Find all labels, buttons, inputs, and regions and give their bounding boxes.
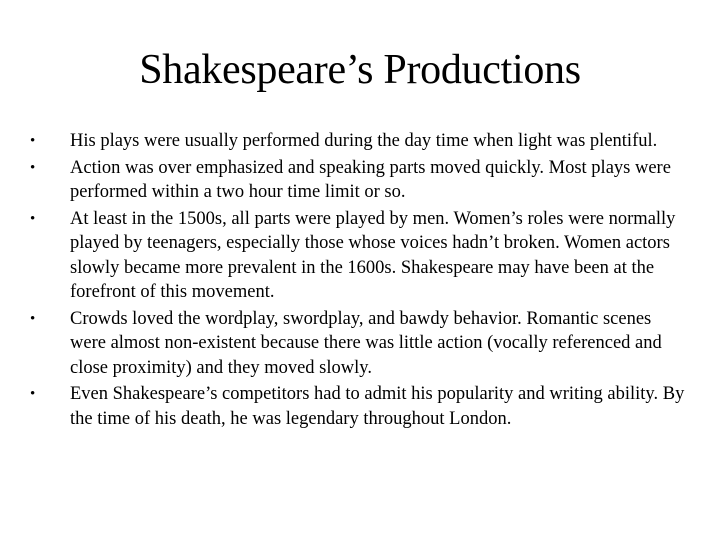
bullet-text: Action was over emphasized and speaking parts moved quickly. Most plays were performed within a two hour time limit or so. bbox=[70, 157, 671, 202]
bullet-icon: • bbox=[30, 310, 36, 327]
bullet-icon: • bbox=[30, 159, 36, 176]
bullet-text: His plays were usually performed during the day time when light was plentiful. bbox=[70, 131, 658, 151]
list-item bbox=[30, 307, 690, 381]
list-item bbox=[30, 207, 690, 305]
list-item bbox=[30, 156, 690, 205]
list-item bbox=[30, 382, 690, 431]
bullet-list bbox=[30, 129, 690, 433]
bullet-icon: • bbox=[30, 133, 36, 149]
bullet-icon: • bbox=[30, 386, 36, 402]
list-item bbox=[30, 129, 690, 154]
bullet-text: At least in the 1500s, all parts were played by men. Women’s roles were normally played by teenagers, especially those whose voices hadn’t broken. Women actors slowly became more prevalent in the 1600s. Shakespeare may have been at the forefront of this movement. bbox=[70, 208, 676, 302]
bullet-icon: • bbox=[30, 210, 36, 227]
bullet-text: Even Shakespeare’s competitors had to admit his popularity and writing ability. By the time of his death, he was legendary throughout London. bbox=[70, 384, 685, 429]
slide-title: Shakespeare’s Productions bbox=[139, 47, 581, 93]
bullet-text: Crowds loved the wordplay, swordplay, and bawdy behavior. Romantic scenes were almost non-existent because there was little action (vocally referenced and close proximity) and they moved slowly. bbox=[70, 308, 662, 378]
